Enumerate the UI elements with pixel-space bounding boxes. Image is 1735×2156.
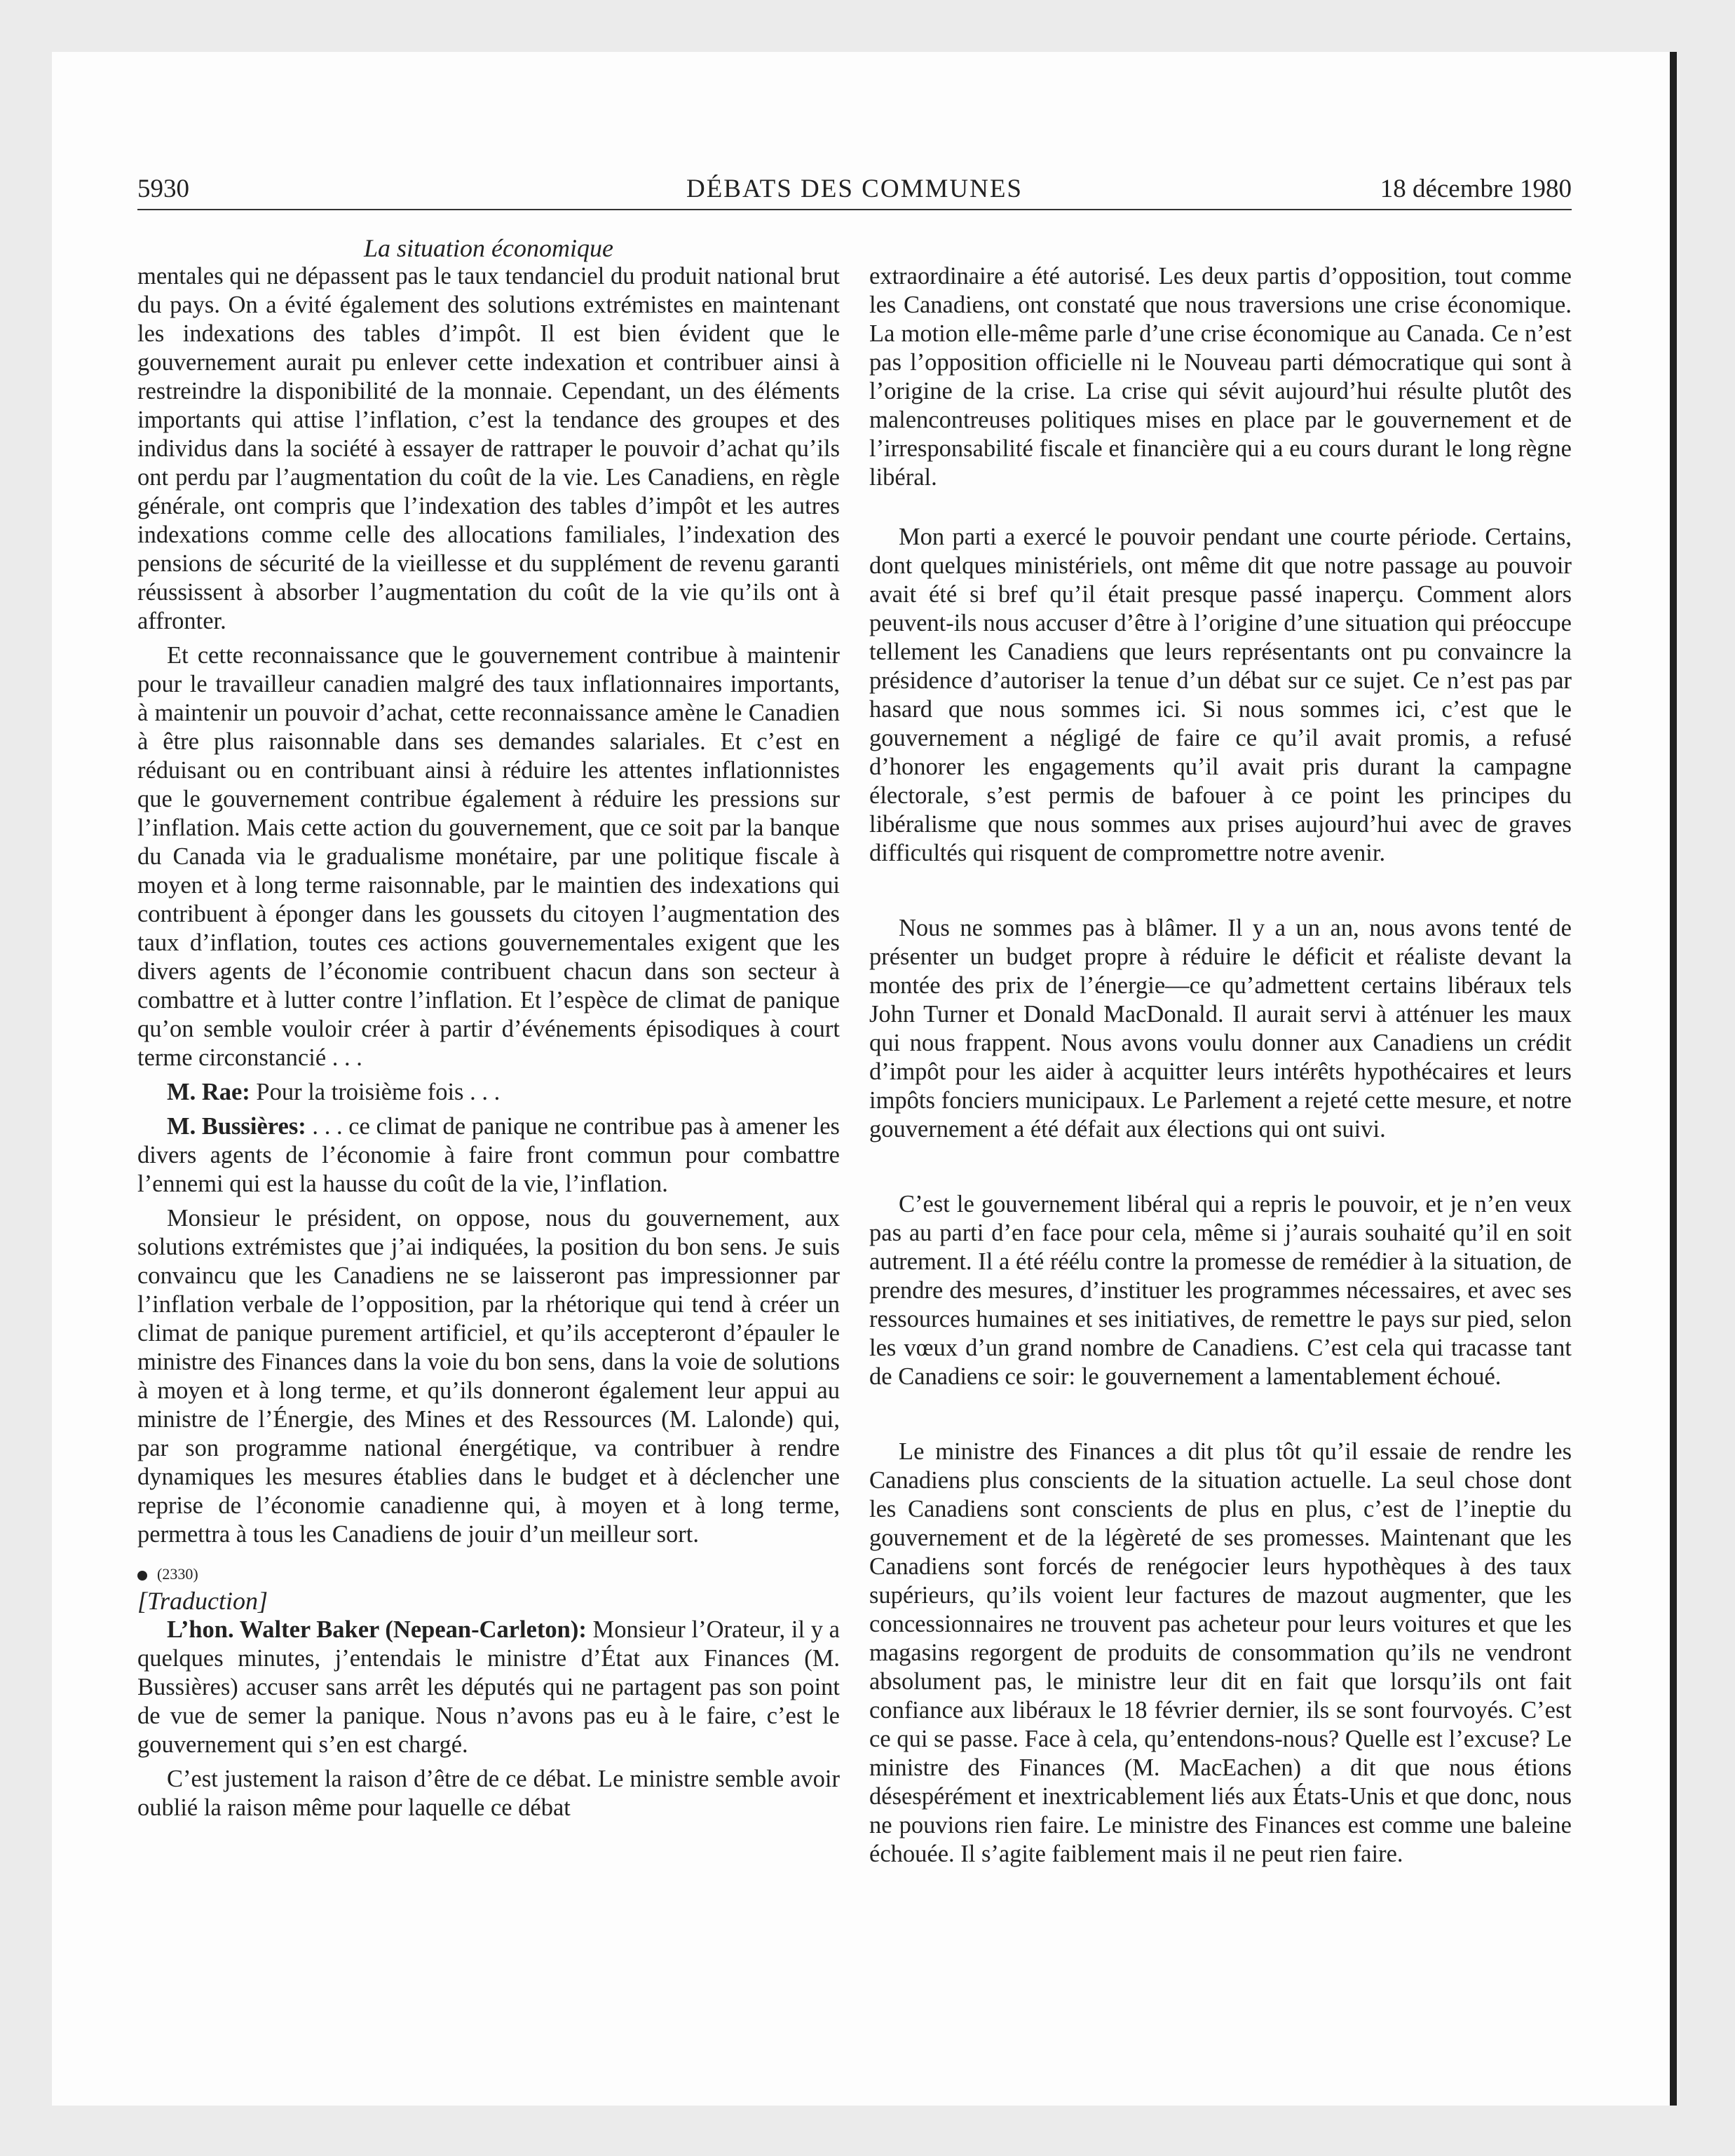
paragraph: Et cette reconnaissance que le gouvernement contribue à maintenir pour le travailleur canadien malgré des taux inflationnaires importants, à maintenir un pouvoir d’achat, cette reconnaissance amène le Canadien à être plus raisonnable dans ses demandes salariales. Et c’est en réduisant ou en contribuant ainsi à réduire les attentes inflationnistes que le gouvernement contribue également à réduire les pressions sur l’inflation. Mais cette action du gouvernement, que ce soit par la banque du Canada via le gradualisme monétaire, par une politique fiscale à moyen et à long terme raisonnable, par le maintien des indexations qui contribuent à éponger dans les goussets du citoyen l’augmentation des taux d’inflation, toutes ces actions gouvernementales exigent que les divers agents de l’économie contribuent chacun dans son secteur à combattre et à lutter contre l’inflation. Et l’espèce de climat de panique qu’on semble vouloir créer à partir d’événements épisodiques à court terme circonstancié . . .	[137, 642, 840, 1071]
paragraph: Le ministre des Finances a dit plus tôt qu’il essaie de rendre les Canadiens plus conscients de la situation actuelle. La seul chose dont les Canadiens sont conscients de plus en plus, c’est de l’ineptie du gouvernement et de la légèreté de ses promesses. Maintenant que les Canadiens sont forcés de renégocier leurs hypothèques à des taux supérieurs, qu’ils voient leur factures de mazout augmenter, que les concessionnaires ne trouvent pas acheteur pour leurs voitures et que les magasins regorgent de produits de consommation qu’ils ne vendront absolument pas, le ministre leur dit en fait que lorsqu’ils ont fait confiance aux libéraux le 18 février dernier, ils se sont fourvoyés. C’est ce qui se passe. Face à cela, qu’entendons-nous? Quelle est l’excuse? Le ministre des Finances (M. MacEachen) a dit que nous étions désespérément et inextricablement liés aux États-Unis et que donc, nous ne pouvions rien faire. Le ministre des Finances est comme une baleine échouée. Il s’agite faiblement mais il ne peut rien faire.	[869, 1438, 1572, 1867]
speech-bussieres	[137, 1112, 840, 1199]
publication-title: DÉBATS DES COMMUNES	[686, 175, 1023, 203]
page-date: 18 décembre 1980	[1380, 175, 1572, 203]
speech-rae	[137, 1078, 840, 1107]
speech-text: Monsieur l’Orateur, il y a quelques minutes, j’entendais le ministre d’État aux Finances (M. Bussières) accuser sans arrêt les députés qui ne partagent pas son point de vue de semer la panique. Nous n’avons pas eu à le faire, c’est le gouvernement qui s’en est chargé.	[137, 1616, 840, 1758]
speaker-name: L’hon. Walter Baker (Nepean-Carleton):	[167, 1616, 587, 1643]
paragraph: Mon parti a exercé le pouvoir pendant une courte période. Certains, dont quelques ministériels, ont même dit que notre passage au pouvoir avait été si bref qu’il était presque passé inaperçu. Comment alors peuvent-ils nous accuser d’être à l’origine d’une situation qui préoccupe tellement les Canadiens que leurs représentants ont pu convaincre la présidence d’autoriser la tenue d’un débat sur ce sujet. Ce n’est pas par hasard que nous sommes ici. Si nous sommes ici, c’est que le gouvernement a négligé de faire ce qu’il avait promis, a refusé d’honorer les engagements qu’il avait pris durant la campagne électorale, s’est permis de bafouer à ce point les principes du libéralisme que nous sommes aux prises aujourd’hui avec de graves difficultés qui risquent de compromettre notre avenir.	[869, 524, 1572, 866]
section-subheading: La situation économique	[364, 234, 613, 262]
time-stamp: (2330)	[157, 1565, 198, 1583]
page-number: 5930	[137, 175, 189, 203]
speaker-name: M. Bussières:	[167, 1113, 306, 1140]
paragraph: C’est justement la raison d’être de ce débat. Le ministre semble avoir oublié la raison même pour laquelle ce débat	[137, 1766, 840, 1821]
speech-text: . . . ce climat de panique ne contribue pas à amener les divers agents de l’économie à faire front commun pour combattre l’ennemi qui est la hausse du coût de la vie, l’inflation.	[137, 1113, 840, 1197]
time-marker	[137, 1562, 840, 1587]
bullet-icon	[137, 1571, 147, 1581]
speech-text: Pour la troisième fois . . .	[250, 1079, 501, 1105]
speech-baker	[137, 1616, 840, 1759]
paragraph: mentales qui ne dépassent pas le taux tendanciel du produit national brut du pays. On a évité également des solutions extrémistes en maintenant les indexations des tables d’impôt. Il est bien évident que le gouvernement aurait pu enlever cette indexation et contribuer ainsi à restreindre la disponibilité de la monnaie. Cependant, un des éléments importants qui attise l’inflation, c’est la tendance des groupes et des individus dans la société à essayer de rattraper le pouvoir d’achat qu’ils ont perdu par l’augmentation du coût de la vie. Les Canadiens, en règle générale, ont compris que l’indexation des tables d’impôt et les autres indexations comme celle des allocations familiales, l’indexation des pensions de sécurité de la vieillesse et du supplément de revenu garanti réussissent à absorber l’augmentation du coût de la vie qu’ils ont à affronter.	[137, 263, 840, 634]
translation-marker: [Traduction]	[137, 1587, 268, 1615]
speaker-name: M. Rae:	[167, 1079, 250, 1105]
running-header	[137, 172, 1572, 210]
paragraph: Monsieur le président, on oppose, nous du gouvernement, aux solutions extrémistes que j’ai indiquées, la position du bon sens. Je suis convaincu que les Canadiens ne se laisseront pas impressionner par l’inflation verbale de l’opposition, par la rhétorique qui tend à créer un climat de panique purement artificiel, et qu’ils accepteront d’épauler le ministre des Finances dans la voie du bon sens, dans la voie de solutions à moyen et à long terme, et qu’ils donneront également leur appui au ministre de l’Énergie, des Mines et des Ressources (M. Lalonde) qui, par son programme national énergétique, va contribuer à rendre dynamiques les mesures établies dans le budget et à déclencher une reprise de l’économie canadienne qui, à moyen et à long terme, permettra à tous les Canadiens de jouir d’un meilleur sort.	[137, 1205, 840, 1548]
right-column	[869, 262, 1572, 1869]
paragraph: Nous ne sommes pas à blâmer. Il y a un an, nous avons tenté de présenter un budget propre à réduire le déficit et réaliste devant la montée des prix de l’énergie—ce qu’admettent certains libéraux tels John Turner et Donald MacDonald. Il aurait servi à atténuer les maux qui nous frappent. Nous avons voulu donner aux Canadiens un crédit d’impôt pour les aider à acquitter leurs intérêts hypothécaires et leurs impôts fonciers municipaux. Le Parlement a rejeté cette mesure, et notre gouvernement a été défait aux élections qui ont suivi.	[869, 915, 1572, 1142]
binding-edge	[1670, 52, 1677, 2106]
left-column	[137, 262, 840, 1822]
paragraph: extraordinaire a été autorisé. Les deux partis d’opposition, tout comme les Canadiens, ont constaté que nous traversions une crise économique. La motion elle-même parle d’une crise économique au Canada. Ce n’est pas l’opposition officielle ni le Nouveau parti démocratique qui sont à l’origine de la crise. La crise qui sévit aujourd’hui résulte plutôt des malencontreuses politiques mises en place par le gouvernement et de l’irresponsabilité fiscale et financière qui a eu cours durant le long règne libéral.	[869, 263, 1572, 491]
paragraph: C’est le gouvernement libéral qui a repris le pouvoir, et je n’en veux pas au parti d’en face pour cela, même si j’aurais souhaité qu’il en soit autrement. Il a été réélu contre la promesse de remédier à la situation, de prendre des mesures, d’instituer les programmes nécessaires, et avec ses ressources humaines et ses initiatives, de remettre le pays sur pied, selon les vœux d’un grand nombre de Canadiens. C’est cela qui tracasse tant de Canadiens ce soir: le gouvernement a lamentablement échoué.	[869, 1191, 1572, 1390]
